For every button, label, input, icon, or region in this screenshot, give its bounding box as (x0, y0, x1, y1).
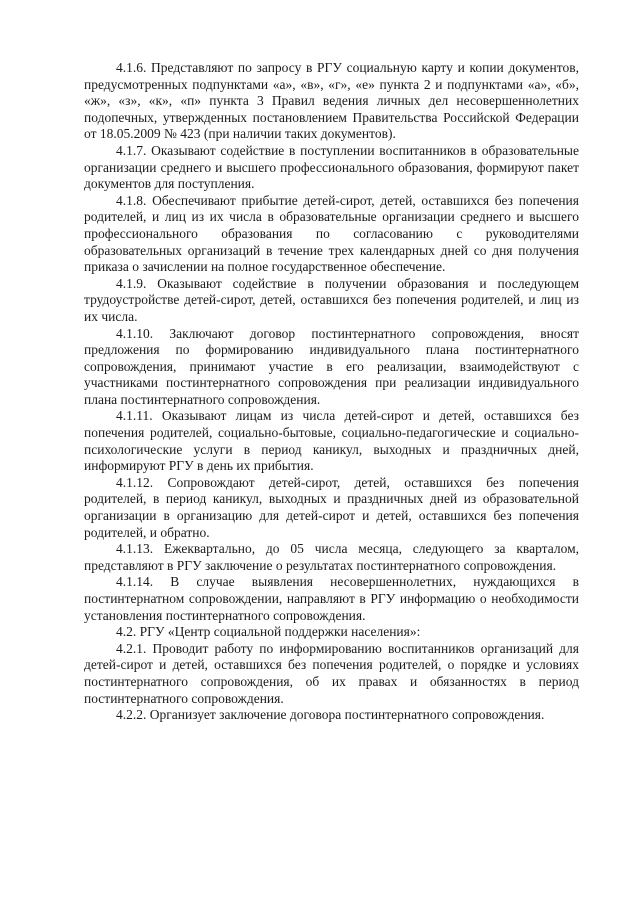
paragraph-4-1-12: 4.1.12. Сопровождают детей-сирот, детей, оставшихся без попечения родителей, в период каникул, выходных и праздничных дней из образовательной организации в организацию для детей-сирот и детей, оставшихся без попечения родителей, и обратно. (84, 474, 579, 540)
paragraph-4-1-13: 4.1.13. Ежеквартально, до 05 числа месяца, следующего за кварталом, представляют в РГУ заключение о результатах постинтернатного сопровождения. (84, 541, 579, 573)
paragraph-4-2-1: 4.2.1. Проводит работу по информированию воспитанников организаций для детей-сирот и детей, оставшихся без попечения родителей, о порядке и условиях постинтернатного сопровождения, об их правах и обязанностях в период постинтернатного сопровождения. (84, 640, 579, 706)
paragraph-4-1-11: 4.1.11. Оказывают лицам из числа детей-сирот и детей, оставшихся без попечения родителей, социально-бытовые, социально-педагогические и социально-психологические услуги в период каникул, выходных и праздничных дней, информируют РГУ в день их прибытия. (84, 408, 579, 474)
paragraph-4-2-2: 4.2.2. Организует заключение договора постинтернатного сопровождения. (116, 707, 545, 723)
paragraph-4-1-6: 4.1.6. Представляют по запросу в РГУ социальную карту и копии документов, предусмотренных подпунктами «а», «в», «г», «е» пункта 2 и подпунктами «а», «б», «ж», «з», «к», «п» пункта 3 Правил ведения личных дел несовершеннолетних подопечных, утвержденных постановлением Правительства Российской Федерации от 18.05.2009 № 423 (при наличии таких документов). (84, 60, 579, 142)
paragraph-4-1-14: 4.1.14. В случае выявления несовершеннолетних, нуждающихся в постинтернатном сопровождении, направляют в РГУ информацию о необходимости установления постинтернатного сопровождения. (84, 574, 579, 623)
paragraph-4-1-8: 4.1.8. Обеспечивают прибытие детей-сирот, детей, оставшихся без попечения родителей, и лиц из их числа в образовательные организации среднего и высшего профессионального образования по согласованию с руководителями образовательных организаций в течение трех календарных дней со дня получения приказа о зачислении на полное государственное обеспечение. (84, 192, 579, 275)
paragraph-4-1-10: 4.1.10. Заключают договор постинтернатного сопровождения, вносят предложения по формированию индивидуального плана постинтернатного сопровождения, принимают участие в его реализации, взаимодействуют с участниками постинтернатного сопровождения при реализации индивидуального плана постинтернатного сопровождения. (84, 325, 579, 407)
section-heading-4-2: 4.2. РГУ «Центр социальной поддержки населения»: (116, 624, 421, 640)
paragraph-4-1-9: 4.1.9. Оказывают содействие в получении образования и последующем трудоустройстве детей-сирот, детей, оставшихся без попечения родителей, и лиц из их числа. (84, 275, 579, 324)
paragraph-4-1-7: 4.1.7. Оказывают содействие в поступлении воспитанников в образовательные организации среднего и высшего профессионального образования, формируют пакет документов для поступления. (84, 142, 579, 192)
